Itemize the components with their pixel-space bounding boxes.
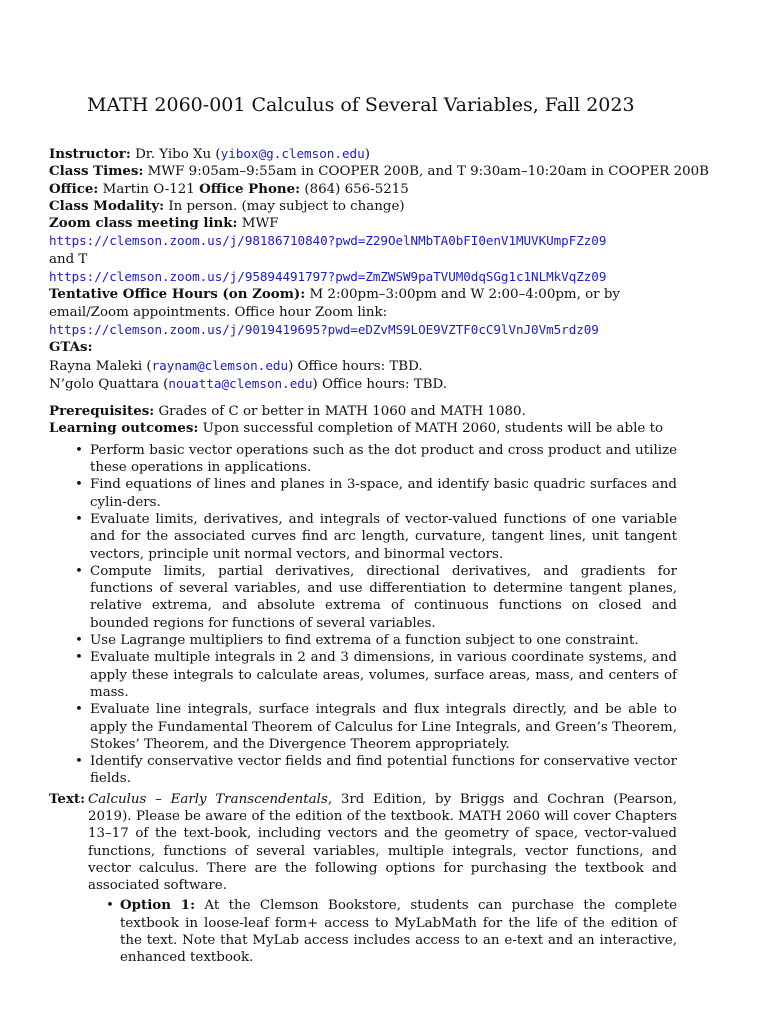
- bullet-icon: •: [75, 477, 83, 493]
- office-label: Office:: [49, 180, 99, 197]
- zoom-days: MWF: [241, 216, 279, 232]
- prerequisites-value: Grades of C or better in MATH 1060 and MATH 1080.: [158, 404, 526, 420]
- bullet-icon: •: [75, 633, 83, 649]
- list-item: [49, 632, 677, 649]
- learning-outcomes-list: [49, 442, 677, 788]
- text-body: [88, 791, 677, 895]
- learning-outcomes-row: [49, 420, 677, 437]
- bullet-icon: •: [106, 898, 114, 914]
- office-hours-value: M 2:00pm–3:00pm and W 2:00–4:00pm, or by email/Zoom appointments. Office hour Zoom link:: [49, 287, 620, 320]
- text-label: Text:: [49, 790, 86, 807]
- learning-outcomes-label: Learning outcomes:: [49, 420, 199, 437]
- office-hours-zoom-link[interactable]: https://clemson.zoom.us/j/9019419695?pwd=eDZvMS9LOE9VZTF0cC9lVnJ0Vm5rdz09: [49, 321, 599, 337]
- outcome-text: Use Lagrange multipliers to find extrema of a function subject to one constraint.: [90, 633, 639, 649]
- office-hours-row: [49, 286, 677, 321]
- gta-row: [49, 357, 677, 375]
- zoom-link-mwf[interactable]: https://clemson.zoom.us/j/98186710840?pwd=Z29OelNMbTA0bFI0enV1MUVKUmpFZz09: [49, 233, 607, 249]
- bullet-icon: •: [75, 563, 83, 579]
- office-hours-label: Tentative Office Hours (on Zoom):: [49, 286, 306, 303]
- bullet-icon: •: [75, 754, 83, 770]
- outcome-text: Evaluate limits, derivatives, and integrals of vector-valued functions of one variable and for the associated curves find arc length, curvature, tangent lines, unit tangent vectors, principle unit normal vectors, and binormal vectors.: [90, 511, 677, 562]
- zoom-row: [49, 215, 677, 232]
- prerequisites-label: Prerequisites:: [49, 403, 155, 420]
- zoom-link-t[interactable]: https://clemson.zoom.us/j/95894491797?pwd=ZmZWSW9paTVUM0dqSGg1c1NLMkVqZz09: [49, 269, 607, 285]
- text-section: [49, 791, 677, 895]
- textbook-description: , 3rd Edition, by Briggs and Cochran (Pearson, 2019). Please be aware of the edition of the textbook. MATH 2060 will cover Chapters 13–17 of the text-book, including vectors and the geometry of space, vector-valued functions, functions of several variables, multiple integrals, vector functions, and vector calculus. There are the following options for purchasing the textbook and associated software.: [88, 791, 677, 894]
- zoom-and-t: and T: [49, 251, 88, 267]
- course-info: [49, 145, 710, 967]
- prerequisites-row: [49, 403, 677, 420]
- class-times-row: [49, 163, 710, 180]
- list-item: [49, 476, 677, 511]
- instructor-label: Instructor:: [49, 146, 131, 162]
- gta-row: [49, 375, 677, 393]
- outcome-text: Evaluate line integrals, surface integrals and flux integrals directly, and be able to apply the Fundamental Theorem of Calculus for Line Integrals, and Green’s Theorem, Stokes’ Theorem, and the Divergence Theorem appropriately.: [90, 702, 677, 752]
- option-text: At the Clemson Bookstore, students can purchase the complete textbook in loose-leaf form+ access to MyLabMath for the life of the edition of the text. Note that MyLab access includes access to an e-text and an interactive, enhanced textbook.: [120, 898, 677, 966]
- office-value: Martin O-121: [102, 181, 195, 197]
- outcome-text: Perform basic vector operations such as the dot product and cross product and utilize these operations in applications.: [90, 442, 677, 476]
- gta-office-hours: ) Office hours: TBD.: [288, 358, 423, 374]
- list-item: [49, 701, 677, 753]
- list-item: [49, 563, 677, 632]
- bullet-icon: •: [75, 442, 83, 458]
- gta-email-link[interactable]: raynam@clemson.edu: [151, 357, 289, 373]
- instructor-row: [49, 145, 677, 163]
- page-title: MATH 2060-001 Calculus of Several Variables, Fall 2023: [87, 94, 635, 116]
- modality-row: [49, 198, 677, 215]
- modality-value: In person. (may subject to change): [168, 198, 405, 214]
- gta-name: Rayna Maleki (: [49, 358, 152, 374]
- outcome-text: Identify conservative vector fields and find potential functions for conservative vector fields.: [90, 754, 677, 787]
- textbook-title: Calculus – Early Transcendentals: [88, 791, 328, 807]
- instructor-name: Dr. Yibo Xu (: [135, 147, 221, 162]
- gta-office-hours: ) Office hours: TBD.: [312, 376, 448, 392]
- office-phone-label: Office Phone:: [199, 180, 301, 197]
- list-item: [49, 753, 677, 788]
- purchase-options-list: [49, 897, 677, 966]
- instructor-email-link[interactable]: yibox@g.clemson.edu: [220, 146, 365, 161]
- list-item: [49, 442, 677, 477]
- list-item: [49, 897, 677, 966]
- outcome-text: Evaluate multiple integrals in 2 and 3 dimensions, in various coordinate systems, and apply these integrals to calculate areas, volumes, surface areas, mass, and centers of mass.: [90, 650, 677, 700]
- bullet-icon: •: [75, 511, 83, 527]
- list-item: [49, 511, 677, 563]
- outcome-text: Find equations of lines and planes in 3-space, and identify basic quadric surfaces and cylin-ders.: [90, 477, 677, 510]
- instructor-close: ): [364, 147, 370, 162]
- office-phone-value: (864) 656-5215: [304, 181, 409, 197]
- option-label: Option 1:: [120, 897, 196, 914]
- outcome-text: Compute limits, partial derivatives, directional derivatives, and gradients for functions of several variables, and use differentiation to determine tangent planes, relative extrema, and absolute extrema of continuous functions on closed and bounded regions for functions of several variables.: [90, 563, 677, 631]
- zoom-label: Zoom class meeting link:: [49, 215, 238, 232]
- gtas-label: GTAs:: [49, 339, 93, 356]
- office-row: [49, 181, 677, 198]
- modality-label: Class Modality:: [49, 197, 165, 214]
- gta-email-link[interactable]: nouatta@clemson.edu: [168, 375, 313, 391]
- bullet-icon: •: [75, 650, 83, 666]
- class-times-label: Class Times:: [49, 163, 144, 180]
- gta-name: N’golo Quattara (: [49, 376, 169, 392]
- bullet-icon: •: [75, 702, 83, 718]
- list-item: [49, 649, 677, 701]
- learning-outcomes-intro: Upon successful completion of MATH 2060, students will be able to: [202, 421, 664, 437]
- class-times-value: MWF 9:05am–9:55am in COOPER 200B, and T 9:30am–10:20am in COOPER 200B: [147, 164, 710, 180]
